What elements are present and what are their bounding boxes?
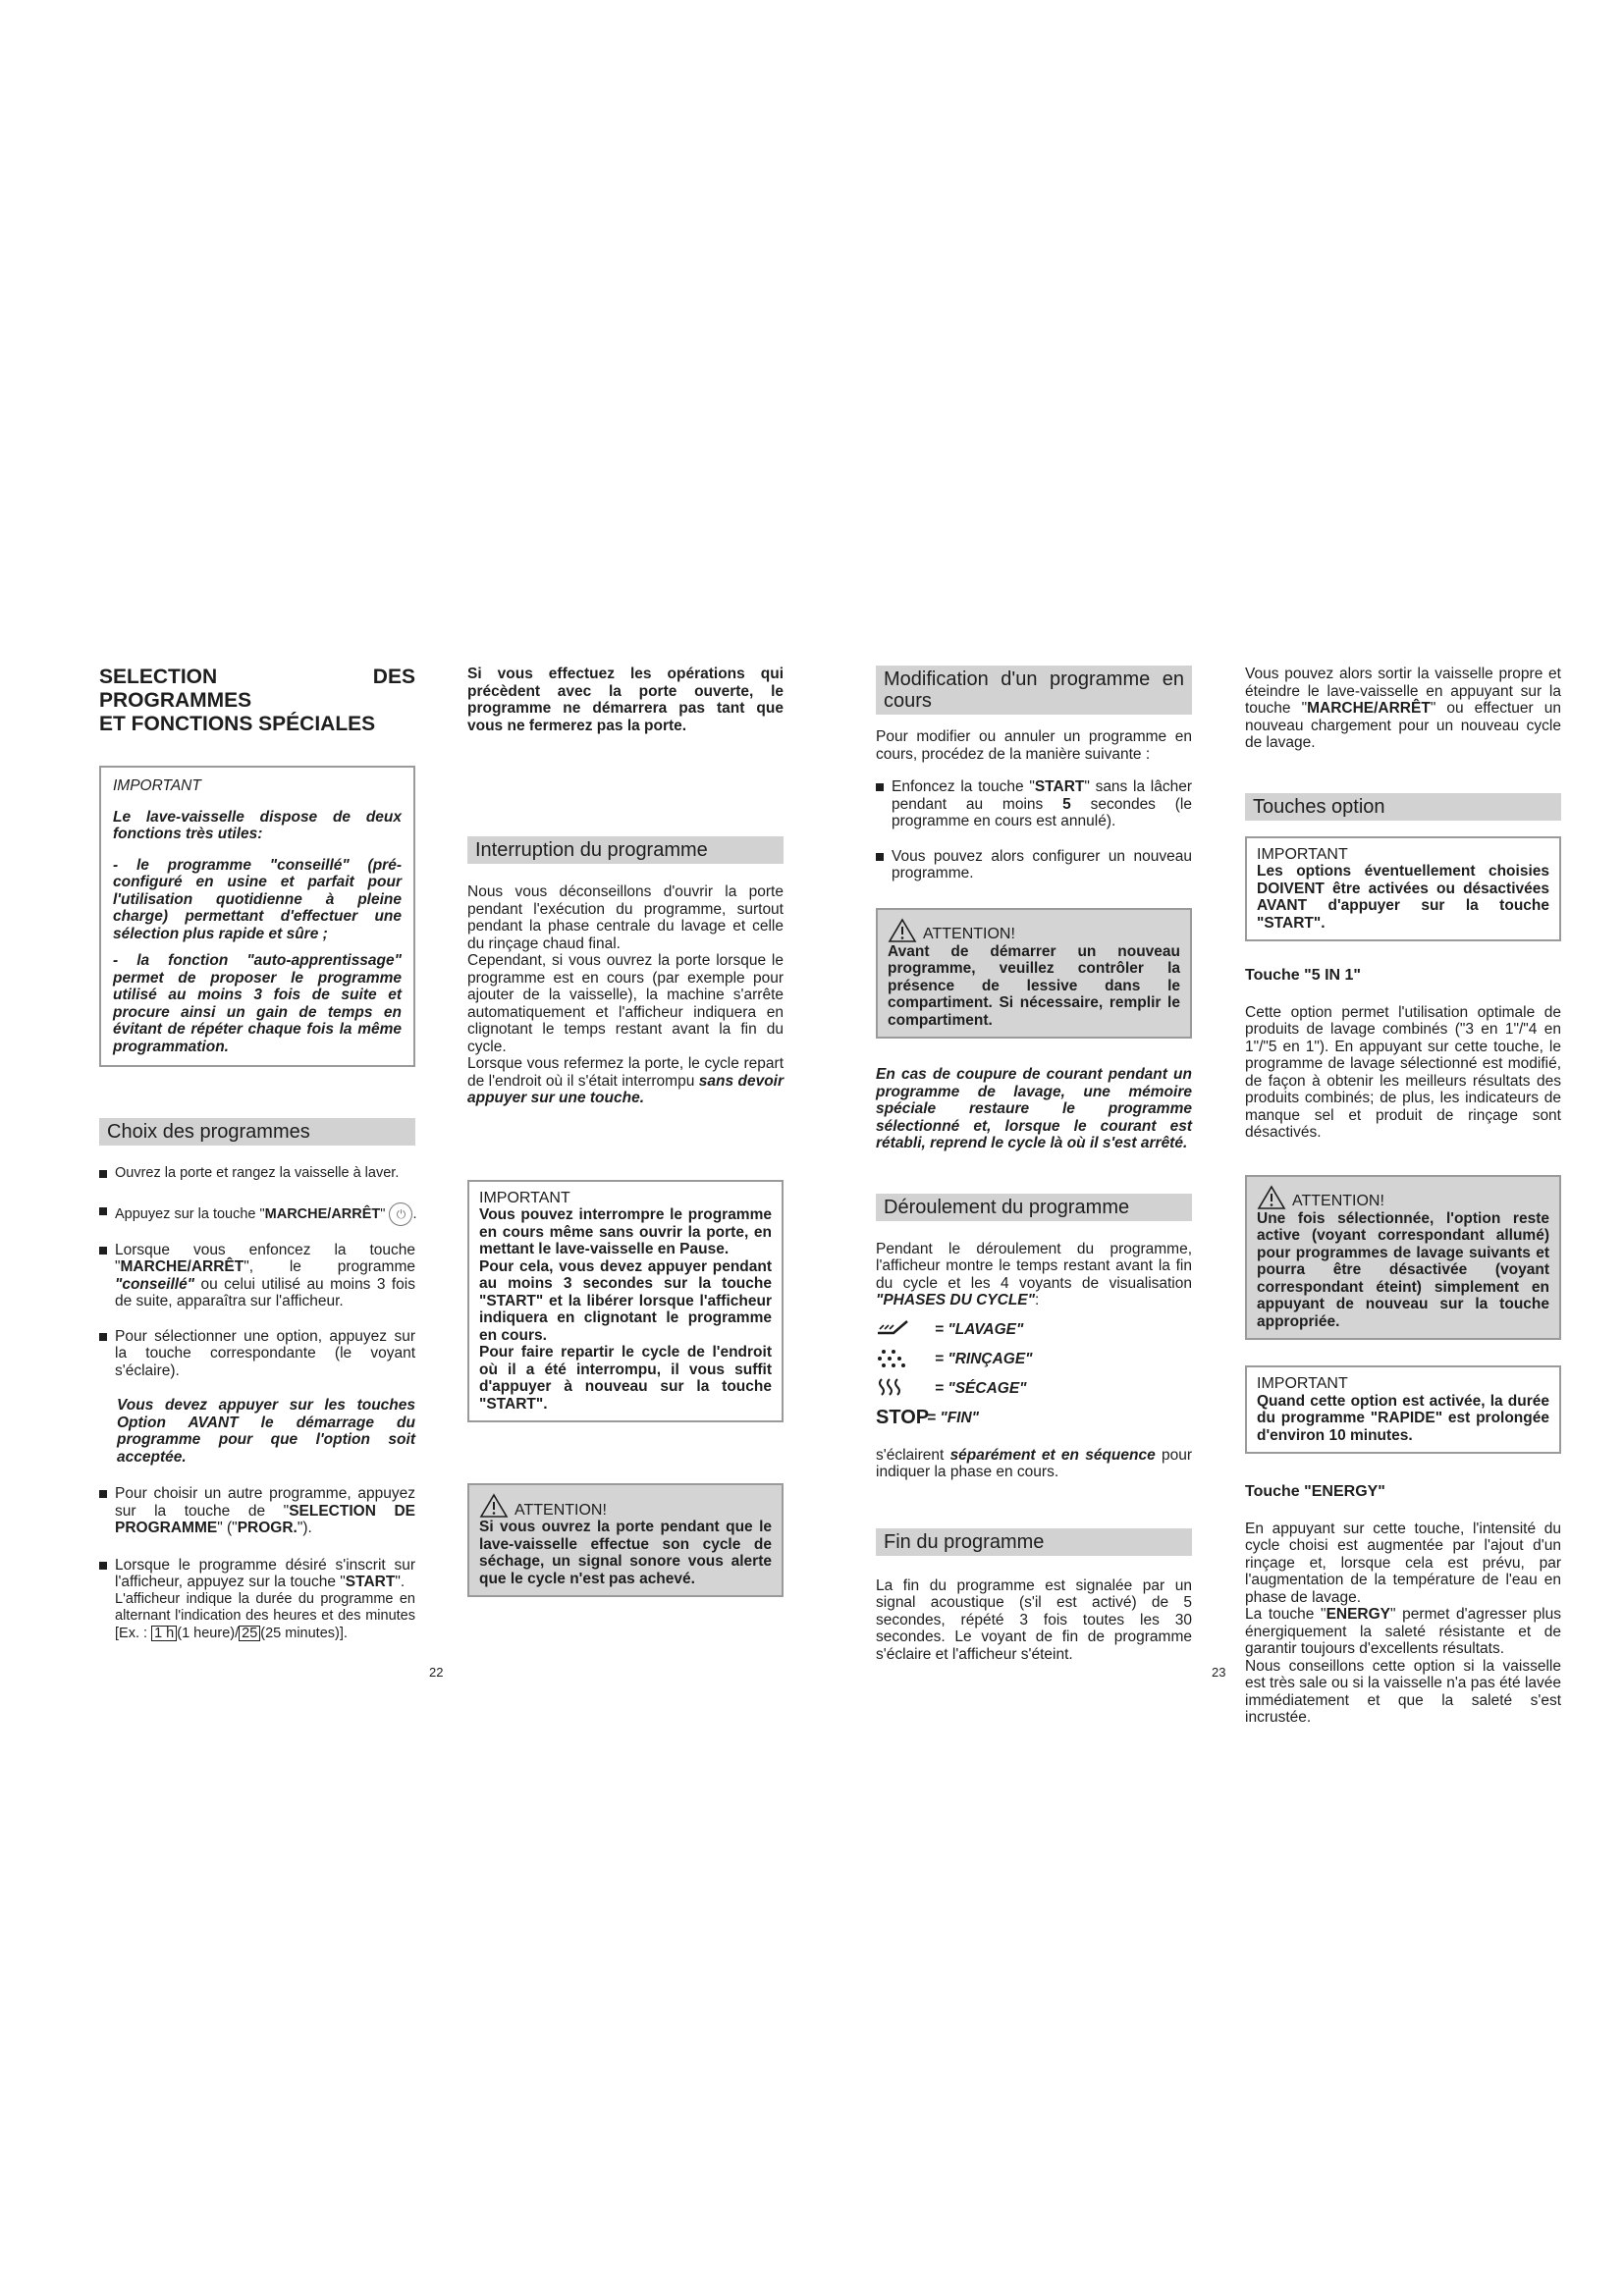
attention-heading: ATTENTION! bbox=[479, 1493, 772, 1519]
phase-row-lavage bbox=[876, 1315, 1192, 1345]
fin-programme-text: La fin du programme est signalée par un signal acoustique (s'il est activé) de 5 secondes, répété 3 fois toutes les 30 secondes. Le voyant de fin de programme s'éclaire et l'afficheur s'éteint. bbox=[876, 1576, 1192, 1663]
bullet-square-icon bbox=[876, 853, 884, 861]
attention-lessive-text: Avant de démarrer un nouveau programme, veuillez contrôler la présence de lessive dans le compartiment. Si nécessaire, remplir le compartiment. bbox=[888, 942, 1180, 1029]
left-col-1 bbox=[99, 666, 415, 1642]
section-choix-title: Choix des programmes bbox=[99, 1118, 415, 1146]
bullet-square-icon bbox=[99, 1207, 107, 1215]
attention-box-lessive bbox=[876, 908, 1192, 1040]
choix-bullet-1: Ouvrez la porte et rangez la vaisselle à laver. bbox=[99, 1165, 415, 1183]
modification-intro: Pour modifier ou annuler un programme en cours, procédez de la manière suivante : bbox=[876, 728, 1192, 763]
pause-heading: IMPORTANT bbox=[479, 1189, 570, 1206]
on-off-icon: ⏻ bbox=[389, 1202, 412, 1226]
door-open-note: Si vous effectuez les opérations qui précèdent avec la porte ouverte, le programme ne démarrera pas tant que vous ne fermerez pas la porte. bbox=[467, 666, 784, 734]
attention-sechage-text: Si vous ouvrez la porte pendant que le lave-vaisselle effectue son cycle de séchage, un signal sonore vous alerte que le cycle n'est pas achevé. bbox=[479, 1519, 772, 1587]
interruption-p3: Lorsque vous refermez la porte, le cycle repart de l'endroit où il s'était interrompu sans devoir appuyer sur une touche. bbox=[467, 1055, 785, 1106]
attention-heading: ATTENTION! bbox=[888, 918, 1180, 943]
important-intro: Le lave-vaisselle dispose de deux fonctions très utiles: bbox=[113, 808, 402, 842]
right-col-4 bbox=[1245, 666, 1561, 1727]
attention-box-sechage bbox=[467, 1483, 784, 1597]
bullet-square-icon bbox=[876, 783, 884, 791]
rapide-text: Quand cette option est activée, la durée du programme "RAPIDE" est prolongée d'environ 10 minutes. bbox=[1257, 1392, 1549, 1444]
phase-label: = "RINÇAGE" bbox=[935, 1350, 1033, 1367]
energy-p2: La touche "ENERGY" permet d'agresser plus énergiquement la saleté résistante et de garantir toujours d'excellents résultats. bbox=[1245, 1606, 1561, 1657]
bullet-square-icon bbox=[99, 1333, 107, 1341]
important-box-options bbox=[1245, 836, 1561, 942]
page-title-line1: SELECTION DES PROGRAMMES bbox=[99, 666, 415, 712]
deroulement-p1: Pendant le déroulement du programme, l'afficheur montre le temps restant avant la fin du cycle et les 4 voyants de visualisation "PHASES DU CYCLE": bbox=[876, 1240, 1192, 1308]
page-number-right: 23 bbox=[1212, 1665, 1226, 1680]
attention-heading: ATTENTION! bbox=[1257, 1185, 1549, 1210]
touche-5in1-title: Touche "5 IN 1" bbox=[1245, 967, 1362, 984]
deroulement-p2: s'éclairent séparément et en séquence pour indiquer la phase en cours. bbox=[876, 1446, 1192, 1480]
phase-list bbox=[876, 1315, 1192, 1433]
phase-row-sechage bbox=[876, 1374, 1192, 1404]
choix-bullet-2: Appuyez sur la touche "MARCHE/ARRÊT" ⏻ . bbox=[99, 1202, 415, 1226]
important-heading: IMPORTANT bbox=[113, 777, 201, 794]
options-important-text: Les options éventuellement choisies DOIVENT être activées ou désactivées AVANT d'appuyer sur la touche "START". bbox=[1257, 863, 1549, 932]
bullet-square-icon bbox=[99, 1247, 107, 1255]
attention-box-option bbox=[1245, 1175, 1561, 1341]
phase-row-rincage bbox=[876, 1345, 1192, 1374]
choix-bullet-6: Lorsque le programme désiré s'inscrit sur l'afficheur, appuyez sur la touche "START". bbox=[99, 1557, 415, 1591]
page-number-left: 22 bbox=[429, 1665, 444, 1680]
choix-bullet-5: Pour choisir un autre programme, appuyez sur la touche de "SELECTION DE PROGRAMME" ("PROGR."). bbox=[99, 1485, 415, 1537]
vaisselle-propre-text: Vous pouvez alors sortir la vaisselle propre et éteindre le lave-vaisselle en appuyant sur la touche "MARCHE/ARRÊT" ou effectuer un nouveau chargement pour un nouveau cycle de lavage. bbox=[1245, 666, 1561, 751]
interruption-p2: Cependant, si vous ouvrez la porte lorsque le programme est en cours (par exemple pour ajouter de la vaisselle), la machine s'arrête automatiquement et l'afficheur indiquera en clignotant le temps restant avant la fin du cycle. bbox=[467, 952, 784, 1055]
interruption-p1: Nous vous déconseillons d'ouvrir la porte pendant l'exécution du programme, surtout pendant la phase centrale du lavage et celle du rinçage chaud final. bbox=[467, 883, 784, 952]
section-deroulement-title: Déroulement du programme bbox=[876, 1194, 1192, 1221]
sechage-icon bbox=[876, 1377, 935, 1401]
modification-bullet-2: Vous pouvez alors configurer un nouveau programme. bbox=[876, 848, 1192, 882]
stop-icon: STOP bbox=[876, 1406, 930, 1428]
section-fin-title: Fin du programme bbox=[876, 1528, 1192, 1556]
touche-5in1-text: Cette option permet l'utilisation optimale de produits de lavage combinés ("3 en 1"/"4 en 1"/"5 en 1"). En appuyant sur cette touche, le programme de lavage sélectionné est modifié, de façon à obtenir les meilleurs résultats des produits combinés; de plus, les indicateurs de manque sel et produit de rinçage sont désactivés. bbox=[1245, 1003, 1561, 1141]
important-box-rapide bbox=[1245, 1365, 1561, 1454]
rapide-heading: IMPORTANT bbox=[1257, 1375, 1348, 1392]
phase-label: = "FIN" bbox=[927, 1409, 980, 1426]
pause-text-2: Pour cela, vous devez appuyer pendant au moins 3 secondes sur la touche "START" et la libérer lorsque l'afficheur indiquera en clignotant le programme en cours. bbox=[479, 1257, 772, 1344]
modification-bullet-1: Enfoncez la touche "START" sans la lâcher pendant au moins 5 secondes (le programme en cours est annulé). bbox=[876, 778, 1192, 830]
bullet-square-icon bbox=[99, 1562, 107, 1570]
bullet-square-icon bbox=[99, 1490, 107, 1498]
important-box-fonctions bbox=[99, 766, 415, 1067]
page-title-line2: ET FONCTIONS SPÉCIALES bbox=[99, 713, 376, 735]
choix-bullet-4: Pour sélectionner une option, appuyez sur la touche correspondante (le voyant s'éclaire). bbox=[99, 1328, 415, 1380]
pause-text-3: Pour faire repartir le cycle de l'endroit où il a été interrompu, il vous suffit d'appuyer à nouveau sur la touche "START". bbox=[479, 1344, 772, 1413]
section-options-title: Touches option bbox=[1245, 793, 1561, 821]
coupure-courant-note: En cas de coupure de courant pendant un programme de lavage, une mémoire spéciale restaure le programme sélectionné et, lorsque le courant est rétabli, reprend le cycle là où il s'est arrêté. bbox=[876, 1066, 1192, 1151]
choix-display-note: L'afficheur indique la durée du programme en alternant l'indication des heures et des minutes [Ex. : 1 h (1 heure)/ 25 (25 minutes)]. bbox=[115, 1590, 415, 1641]
section-modification-title: Modification d'un programme en cours bbox=[876, 666, 1192, 715]
bullet-square-icon bbox=[99, 1170, 107, 1178]
warning-triangle-icon bbox=[479, 1493, 509, 1519]
important-item-conseille: - le programme "conseillé" (pré-configuré en usine et parfait pour l'utilisation quotidienne à pleine charge) permettant d'effectuer une sélection plus rapide et sûre ; bbox=[113, 856, 402, 942]
energy-p3: Nous conseillons cette option si la vaisselle est très sale ou si la vaisselle n'a pas été lavée immédiatement et que la saleté s'est incrustée. bbox=[1245, 1657, 1561, 1726]
phase-label: = "LAVAGE" bbox=[935, 1320, 1024, 1338]
attention-option-text: Une fois sélectionnée, l'option reste active (voyant correspondant allumé) pour programmes de lavage suivants et pourra être désactivée (voyant correspondant éteint) simplement en appuyant de nouveau sur la touche appropriée. bbox=[1257, 1209, 1549, 1330]
pause-text-1: Vous pouvez interrompre le programme en cours même sans ouvrir la porte, en mettant le lave-vaisselle en Pause. bbox=[479, 1206, 772, 1257]
left-col-2 bbox=[467, 666, 784, 1597]
right-col-3 bbox=[876, 666, 1192, 1663]
phase-row-fin bbox=[876, 1404, 1192, 1433]
rincage-icon bbox=[876, 1348, 935, 1371]
energy-p1: En appuyant sur cette touche, l'intensité du cycle choisi est augmentée par l'ajout d'un rinçage et, lorsque cela est prévu, par l'augmentation de la température de l'eau en phase de lavage. bbox=[1245, 1520, 1561, 1606]
choix-bullet-3: Lorsque vous enfoncez la touche "MARCHE/ARRÊT", le programme "conseillé" ou celui utilisé au moins 3 fois de suite, apparaîtra sur l'afficheur. bbox=[99, 1242, 415, 1310]
touche-energy-title: Touche "ENERGY" bbox=[1245, 1483, 1385, 1500]
warning-triangle-icon bbox=[1257, 1185, 1286, 1210]
choix-option-note: Vous devez appuyer sur les touches Option AVANT le démarrage du programme pour que l'option soit acceptée. bbox=[117, 1397, 415, 1466]
options-heading: IMPORTANT bbox=[1257, 845, 1348, 863]
lavage-icon bbox=[876, 1319, 935, 1341]
phase-label: = "SÉCAGE" bbox=[935, 1379, 1027, 1397]
lcd-minute-display: 25 bbox=[239, 1626, 260, 1641]
important-item-auto: - la fonction "auto-apprentissage" permet de proposer le programme utilisé au moins 3 fois de suite et procure ainsi un gain de temps en évitant de répéter chaque fois la même programmation. bbox=[113, 952, 402, 1055]
important-box-pause bbox=[467, 1180, 784, 1423]
section-interruption-title: Interruption du programme bbox=[467, 836, 784, 864]
warning-triangle-icon bbox=[888, 918, 917, 943]
lcd-hour-display: 1 h bbox=[151, 1626, 177, 1641]
